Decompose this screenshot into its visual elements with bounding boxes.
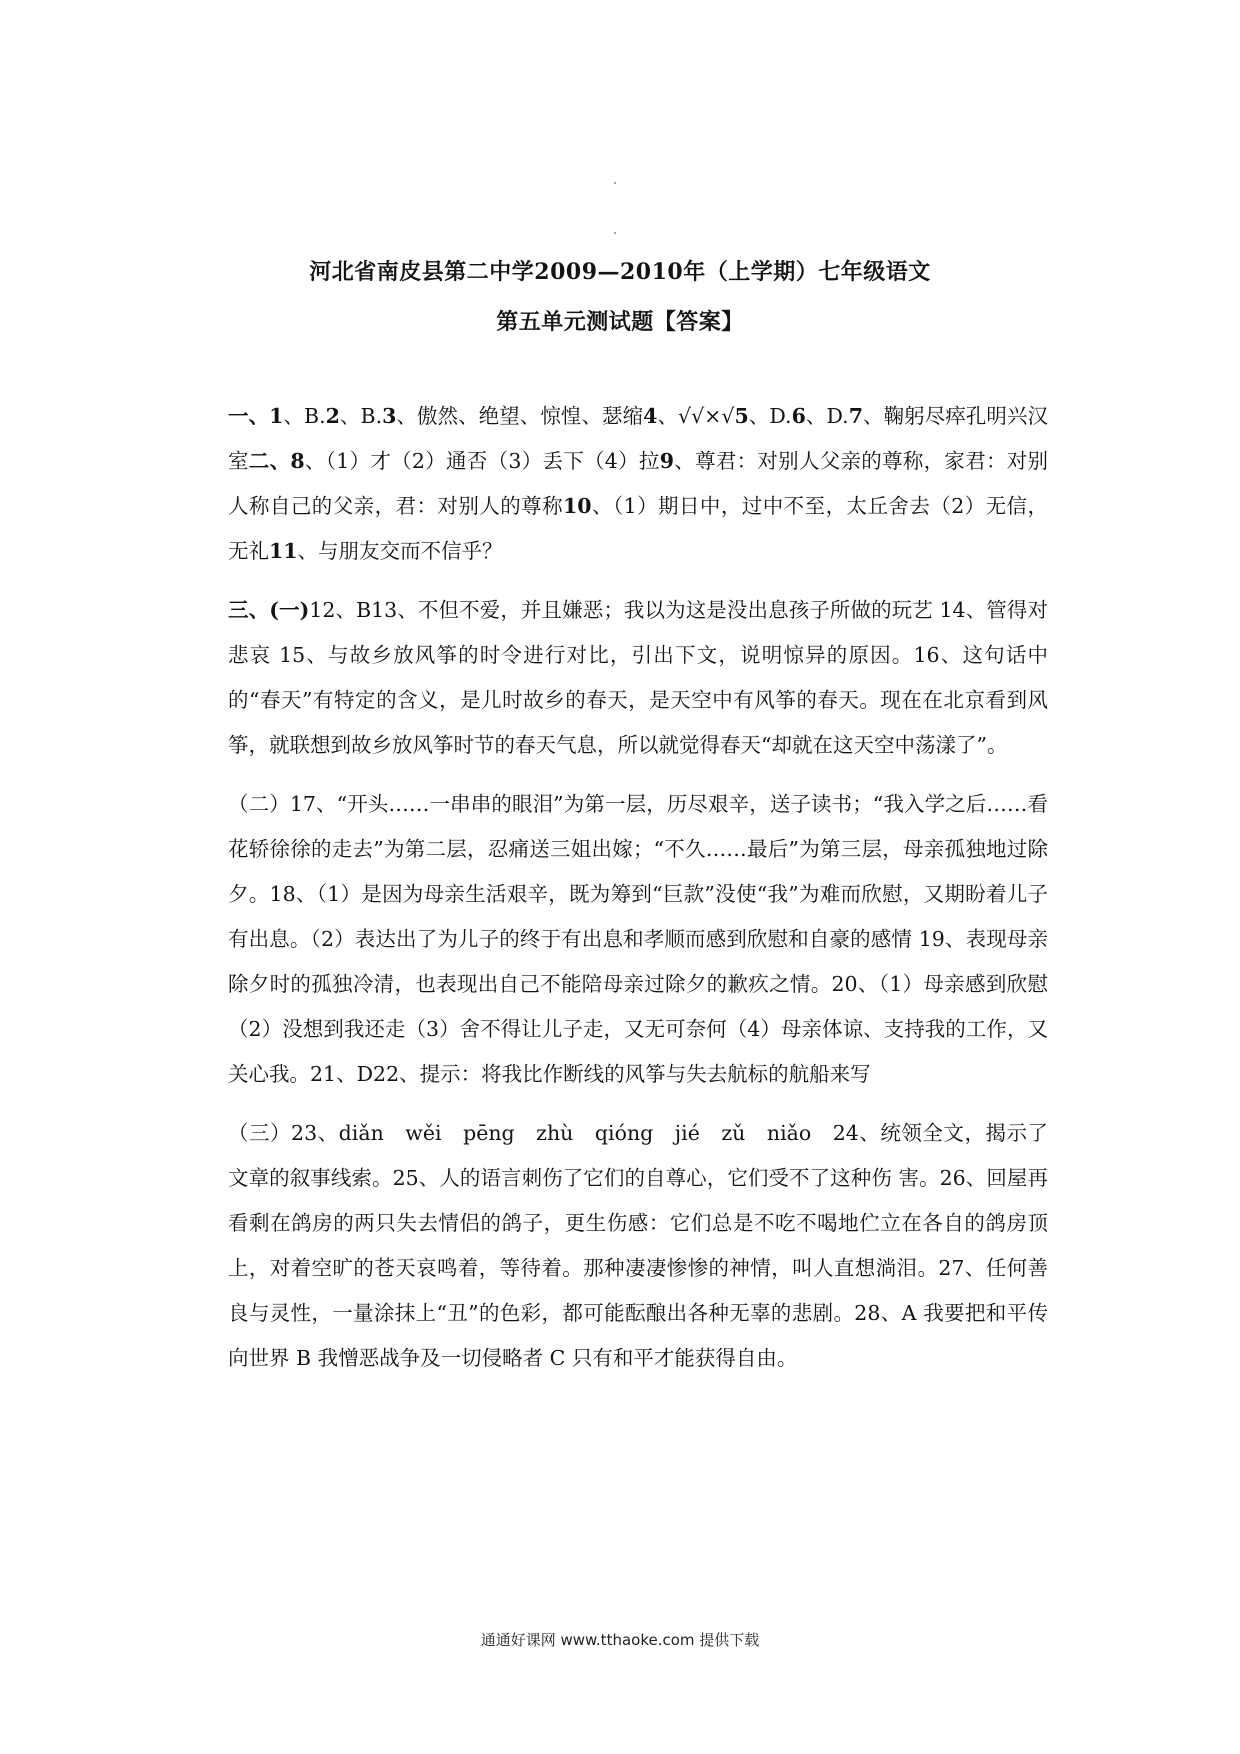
answer-text: 、鞠躬尽瘁孔明兴汉室 — [228, 404, 1049, 473]
answer-text: 、（1）才（2）通否（3）丢下（4）拉 — [304, 449, 660, 473]
answer-text: 、（1）期日中，过中不至，太丘舍去（2）无信，无礼 — [228, 494, 1048, 563]
answer-content — [228, 394, 1069, 1395]
answer-text: 、√√×√ — [657, 404, 735, 428]
document-subtitle: 第五单元测试题【答案】 — [496, 309, 744, 335]
answer-text: 、B. — [283, 404, 326, 428]
question-number: 10 — [563, 494, 592, 518]
section-label: 三、(一) — [228, 598, 310, 622]
section-1-answers — [228, 394, 1048, 574]
answer-text: 、D. — [748, 404, 792, 428]
answer-text: 、傲然、绝望、惊惶、瑟缩 — [396, 404, 644, 428]
question-number: 9 — [659, 449, 674, 473]
question-number: 1 — [269, 404, 284, 428]
section-3-part-2 — [228, 782, 1048, 1097]
question-number: 6 — [791, 404, 806, 428]
page-footer: 通通好课网 www.tthaoke.com 提供下载 — [480, 1631, 760, 1649]
answer-text: （二）17、“开头……一串串的眼泪”为第一层，历尽艰辛，送子读书；“我入学之后……看花轿徐徐的走去”为第二层，忍痛送三姐出嫁；“不久……最后”为第三层，母亲孤独地过除夕。18、（1）是因为母亲生活艰辛，既为筹到“巨款”没使“我”为难而欣慰，又期盼着儿子有出息。（2）表达出了为儿子的终于有出息和孝顺而感到欣慰和自豪的感情 19、表现母亲除夕时的孤独冷清，也表现出自己不能陪母亲过除夕的歉疚之情。20、（1）母亲感到欣慰（2）没想到我还走（3）舍不得让儿子走，又无可奈何（4）母亲体谅、支持我的工作，又关心我。21、D22、提示：将我比作断线的风筝与失去航标的航船来写 — [228, 792, 1048, 1086]
answer-text: 12、B13、不但不爱，并且嫌恶；我以为这是没出息孩子所做的玩艺 14、管得对 悲哀 15、与故乡放风筝的时令进行对比，引出下文，说明惊异的原因。16、这句话中的“春天”有特定的含义，是儿时故乡的春天，是天空中有风筝的春天。现在在北京看到风筝，就联想到故乡放风筝时节的春天气息，所以就觉得春天“却就在这天空中荡漾了”。 — [228, 598, 1069, 757]
question-number: 11 — [269, 539, 298, 563]
section-3-part-3 — [228, 1111, 1048, 1381]
question-number: 2 — [325, 404, 340, 428]
question-number: 8 — [290, 449, 305, 473]
answer-text: 、尊君：对别人父亲的尊称，家君：对别人称自己的父亲，君：对别人的尊称 — [228, 449, 1049, 518]
section-3-part-1 — [228, 588, 1069, 768]
answer-text: 、B. — [339, 404, 383, 428]
question-number: 4 — [643, 404, 658, 428]
question-number: 7 — [848, 404, 863, 428]
question-number: 5 — [734, 404, 749, 428]
question-number: 3 — [382, 404, 397, 428]
answer-text: 、与朋友交而不信乎？ — [297, 539, 503, 563]
scan-speck — [614, 232, 616, 234]
section-label: 二、 — [248, 449, 291, 473]
answer-text: 、D. — [805, 404, 849, 428]
scan-speck — [614, 182, 616, 184]
document-title: 河北省南皮县第二中学2009—2010年（上学期）七年级语文 — [309, 259, 931, 285]
section-label: 一、 — [228, 404, 270, 428]
answer-text: （三）23、diǎn wěi pēng zhù qióng jié zǔ niǎo 24、统领全文，揭示了文章的叙事线索。25、人的语言刺伤了它们的自尊心，它们受不了这种伤 害。26、回屋再看剩在鸽房的两只失去情侣的鸽子，更生伤感：它们总是不吃不喝地伫立在各自的鸽房顶上，对着空旷的苍天哀鸣着，等待着。那种凄凄惨惨的神情，叫人直想淌泪。27、任何善良与灵性，一量涂抹上“丑”的色彩，都可能酝酿出各种无辜的悲剧。28、A 我要把和平传向世界 B 我憎恶战争及一切侵略者 C 只有和平才能获得自由。 — [228, 1121, 1048, 1370]
